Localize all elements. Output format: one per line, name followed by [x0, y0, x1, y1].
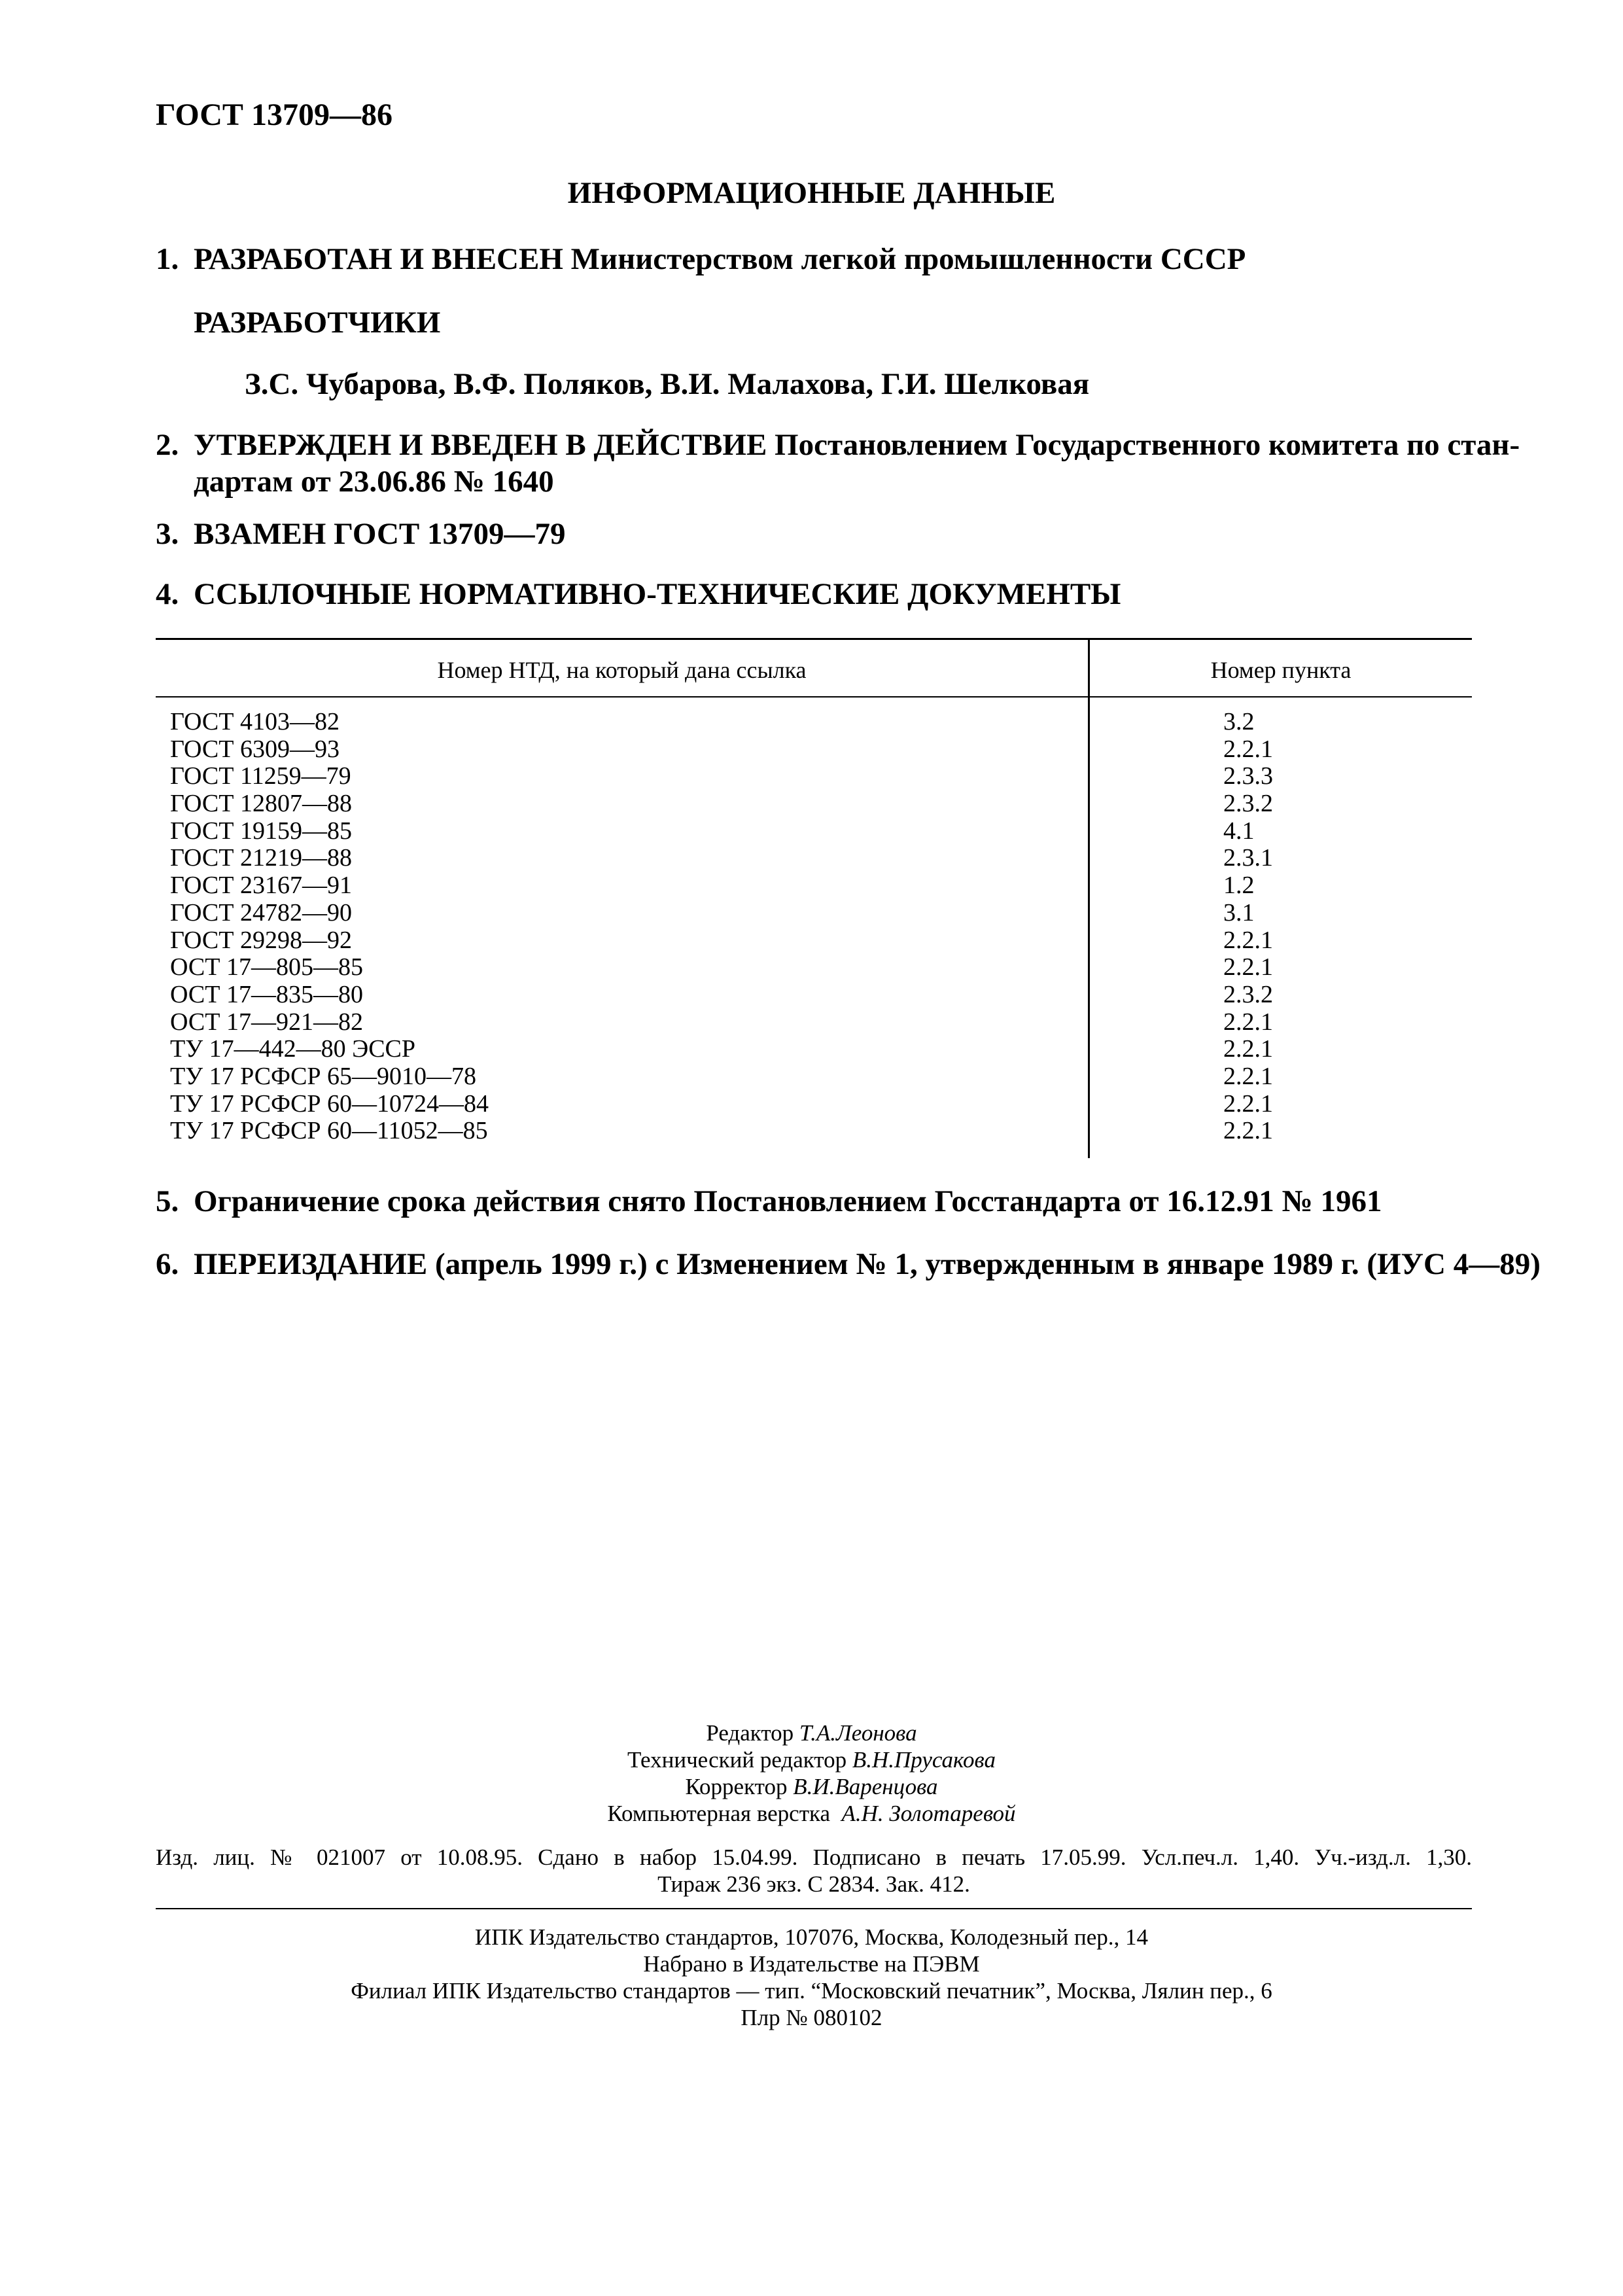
section-5-text: Ограничение срока действия снято Постановлением Госстандарта от 16.12.91 № 1961: [194, 1184, 1382, 1218]
ref-clause: 1.2: [1223, 872, 1255, 900]
section-1-text: Министерством легкой промышленности СССР: [570, 242, 1246, 276]
section-1-bold: РАЗРАБОТАН И ВНЕСЕН: [194, 242, 563, 276]
table-header-document: Номер НТД, на который дана ссылка: [437, 657, 807, 683]
table-row: [170, 709, 1472, 736]
credits-block: [0, 1720, 1623, 1827]
table-row: [170, 981, 1472, 1009]
ref-document: ТУ 17—442—80 ЭССР: [170, 1035, 416, 1063]
credit-role: Редактор: [706, 1720, 794, 1746]
section-4-text: ССЫЛОЧНЫЕ НОРМАТИВНО-ТЕХНИЧЕСКИЕ ДОКУМЕНТЫ: [194, 577, 1121, 611]
table-row: [170, 927, 1472, 955]
ref-document: ТУ 17 РСФСР 60—10724—84: [170, 1089, 489, 1118]
publication-line-2: Тираж 236 экз. С 2834. Зак. 412.: [657, 1871, 970, 1897]
table-row: [170, 1118, 1472, 1145]
ref-clause: 2.2.1: [1223, 1062, 1273, 1090]
ref-document: ГОСТ 24782—90: [170, 898, 352, 927]
table-top-rule: [156, 638, 1472, 640]
table-row: [170, 872, 1472, 900]
section-4: [156, 576, 1121, 612]
ref-clause: 3.2: [1223, 708, 1255, 735]
ref-clause: 2.2.1: [1223, 1117, 1273, 1145]
table-row: [170, 1036, 1472, 1063]
section-number: 3.: [156, 517, 179, 551]
table-row: [170, 736, 1472, 764]
table-row: [170, 845, 1472, 872]
table-row: [170, 790, 1472, 818]
publication-info: [156, 1844, 1472, 1898]
developers-label: РАЗРАБОТЧИКИ: [194, 306, 441, 340]
table-row: [170, 818, 1472, 845]
page-title: ИНФОРМАЦИОННЫЕ ДАННЫЕ: [567, 176, 1056, 210]
divider: [156, 1908, 1472, 1909]
section-number: 5.: [156, 1184, 179, 1218]
section-2-line-1: УТВЕРЖДЕН И ВВЕДЕН В ДЕЙСТВИЕ Постановлением Государственного комитета по стан-: [194, 428, 1520, 462]
ref-clause: 2.3.3: [1223, 762, 1273, 790]
imprint-line: ИПК Издательство стандартов, 107076, Москва, Колодезный пер., 14: [474, 1924, 1149, 1950]
credit-name: В.И.Варенцова: [793, 1774, 938, 1799]
ref-document: ТУ 17 РСФСР 65—9010—78: [170, 1062, 477, 1090]
section-3-text: ВЗАМЕН ГОСТ 13709—79: [194, 517, 566, 551]
ref-document: ГОСТ 11259—79: [170, 762, 351, 790]
ref-clause: 2.3.2: [1223, 980, 1273, 1008]
section-3: [156, 516, 566, 552]
ref-document: ГОСТ 12807—88: [170, 790, 352, 818]
credit-role: Технический редактор: [627, 1747, 847, 1773]
section-number: 1.: [156, 242, 179, 276]
imprint-block: [0, 1924, 1623, 2031]
credit-name: В.Н.Прусакова: [852, 1747, 996, 1773]
ref-clause: 2.3.1: [1223, 844, 1273, 872]
credit-corrector: [0, 1773, 1623, 1800]
ref-clause: 2.3.2: [1223, 790, 1273, 818]
imprint-line: Плр № 080102: [741, 2005, 882, 2030]
section-6-text: ПЕРЕИЗДАНИЕ (апрель 1999 г.) с Изменением № 1, утвержденным в январе 1989 г. (ИУС 4—89): [194, 1247, 1541, 1281]
table-row: [170, 900, 1472, 927]
ref-document: ОСТ 17—805—85: [170, 953, 363, 981]
credit-role: Корректор: [685, 1774, 788, 1799]
ref-document: ГОСТ 29298—92: [170, 926, 352, 954]
ref-clause: 2.2.1: [1223, 1035, 1273, 1063]
table-header-clause: Номер пункта: [1210, 657, 1352, 683]
ref-document: ОСТ 17—835—80: [170, 980, 363, 1008]
section-6: [156, 1246, 1541, 1282]
section-2-line-2: дартам от 23.06.86 № 1640: [194, 465, 554, 499]
ref-document: ГОСТ 4103—82: [170, 708, 340, 735]
ref-clause: 2.2.1: [1223, 953, 1273, 981]
ref-clause: 2.2.1: [1223, 1089, 1273, 1118]
table-header-rule: [156, 696, 1472, 698]
table-row: [170, 763, 1472, 790]
ref-clause: 4.1: [1223, 817, 1255, 845]
ref-clause: 2.2.1: [1223, 1008, 1273, 1036]
ref-document: ГОСТ 6309—93: [170, 735, 340, 763]
developers-list: З.С. Чубарова, В.Ф. Поляков, В.И. Малахова, Г.И. Шелковая: [245, 367, 1090, 401]
ref-document: ГОСТ 19159—85: [170, 817, 352, 845]
section-number: 6.: [156, 1247, 179, 1281]
credit-name: Т.А.Леонова: [799, 1720, 917, 1746]
imprint-line: Филиал ИПК Издательство стандартов — тип. “Московский печатник”, Москва, Лялин пер., 6: [351, 1978, 1272, 2004]
section-number: 2.: [156, 428, 179, 462]
table-row: [170, 1091, 1472, 1118]
imprint-line: Набрано в Издательстве на ПЭВМ: [643, 1951, 980, 1977]
publication-line-1: Изд. лиц. № 021007 от 10.08.95. Сдано в набор 15.04.99. Подписано в печать 17.05.99. Усл.печ.л. 1,40. Уч.-изд.л. 1,30.: [156, 1845, 1472, 1870]
ref-document: ТУ 17 РСФСР 60—11052—85: [170, 1117, 488, 1145]
credit-name: А.Н. Золотаревой: [841, 1801, 1016, 1826]
ref-clause: 2.2.1: [1223, 735, 1273, 763]
credit-layout: [0, 1800, 1623, 1827]
document-header: ГОСТ 13709—86: [156, 97, 393, 132]
table-row: [170, 1063, 1472, 1091]
credit-editor: [0, 1720, 1623, 1746]
credit-tech-editor: [0, 1746, 1623, 1773]
ref-document: ГОСТ 23167—91: [170, 872, 352, 900]
section-1: [156, 241, 1246, 277]
credit-role: Компьютерная верстка: [607, 1801, 831, 1826]
ref-clause: 3.1: [1223, 898, 1255, 927]
section-number: 4.: [156, 577, 179, 611]
section-2: [156, 427, 1520, 500]
ref-document: ОСТ 17—921—82: [170, 1008, 363, 1036]
table-body: [170, 709, 1472, 1145]
ref-clause: 2.2.1: [1223, 926, 1273, 954]
ref-document: ГОСТ 21219—88: [170, 844, 352, 872]
table-row: [170, 954, 1472, 981]
section-5: [156, 1183, 1382, 1220]
table-row: [170, 1009, 1472, 1036]
